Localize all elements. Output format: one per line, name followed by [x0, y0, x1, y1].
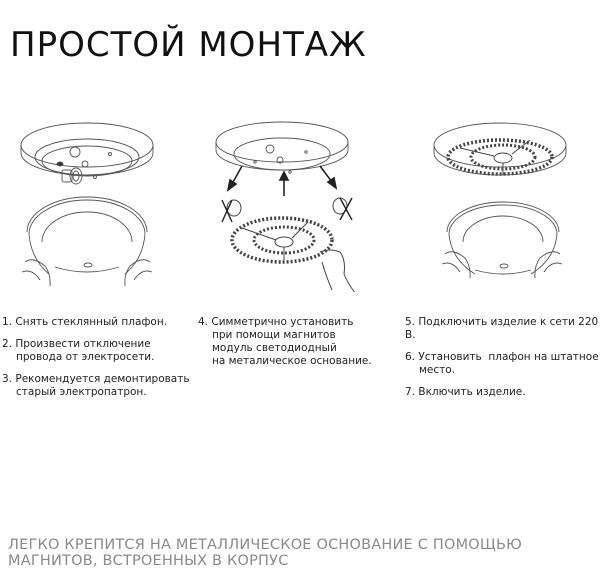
- step-number: 7.: [405, 386, 416, 398]
- led-module-install-icon: [200, 112, 400, 292]
- step-text-continued: модуль светодиодный: [212, 342, 337, 354]
- step-text: Установить плафон на штатное: [418, 351, 599, 363]
- step-text-continued: старый электропатрон.: [16, 386, 147, 398]
- illustration-install-led-module: [200, 112, 400, 292]
- step-text: Рекомендуется демонтировать: [15, 373, 190, 385]
- step-text-continued: место.: [419, 364, 456, 376]
- step-5: [405, 316, 600, 342]
- step-text: Подключить изделие к сети 220 В.: [405, 316, 599, 341]
- footer-tagline: [8, 537, 522, 569]
- steps-column-2: [198, 316, 372, 377]
- step-text: Симметрично установить: [211, 316, 354, 328]
- step-number: 2.: [2, 338, 13, 350]
- step-3: [2, 373, 190, 399]
- step-number: 4.: [198, 316, 209, 328]
- step-number: 6.: [405, 351, 416, 363]
- step-6: [405, 351, 600, 377]
- steps-column-3: [405, 316, 600, 408]
- step-7: [405, 386, 600, 399]
- illustration-remove-shade: [0, 112, 200, 292]
- step-4: [198, 316, 372, 368]
- illustration-install-shade: [400, 112, 600, 292]
- lamp-install-shade-icon: [400, 112, 600, 292]
- step-text-continued: при помощи магнитов: [212, 329, 336, 341]
- footer-line-2: МАГНИТОВ, ВСТРОЕННЫХ В КОРПУС: [8, 553, 289, 569]
- page-title: ПРОСТОЙ МОНТАЖ: [10, 24, 367, 65]
- step-text-continued: провода от электросети.: [16, 351, 155, 363]
- step-number: 5.: [405, 316, 416, 328]
- steps-column-1: [2, 316, 190, 408]
- lamp-remove-shade-icon: [0, 112, 200, 292]
- step-text: Включить изделие.: [418, 386, 526, 398]
- step-number: 1.: [2, 316, 13, 328]
- step-text: Снять стеклянный плафон.: [15, 316, 168, 328]
- step-2: [2, 338, 190, 364]
- footer-line-1: ЛЕГКО КРЕПИТСЯ НА МЕТАЛЛИЧЕСКОЕ ОСНОВАНИЕ С ПОМОЩЬЮ: [8, 537, 522, 553]
- step-text-continued: на металическое основание.: [212, 355, 372, 367]
- step-1: [2, 316, 190, 329]
- step-text: Произвести отключение: [15, 338, 151, 350]
- step-number: 3.: [2, 373, 13, 385]
